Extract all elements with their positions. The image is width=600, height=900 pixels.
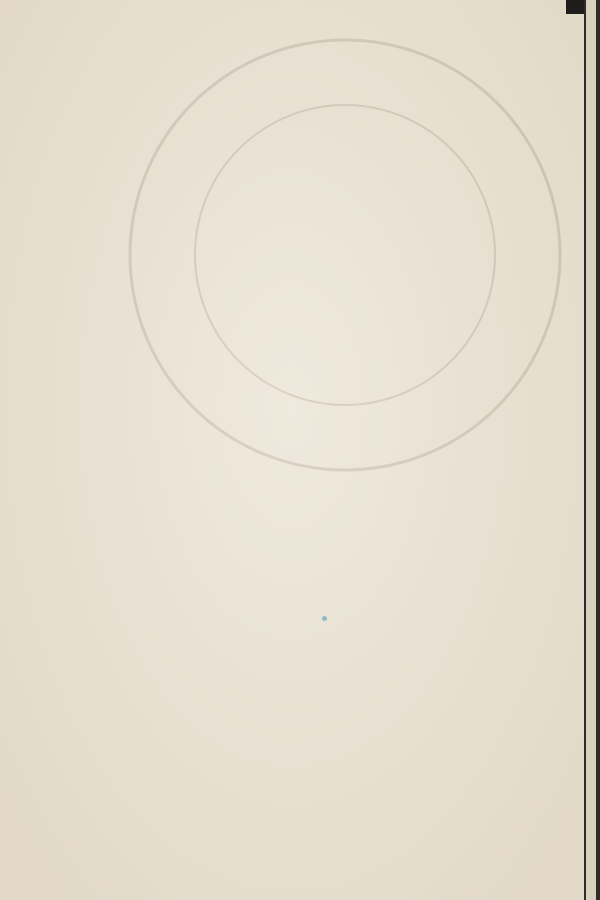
page-content [139, 108, 513, 120]
page-edge [584, 0, 600, 900]
corner-tab [566, 0, 586, 14]
blue-mark [322, 616, 327, 621]
watermark-seal [110, 20, 580, 490]
